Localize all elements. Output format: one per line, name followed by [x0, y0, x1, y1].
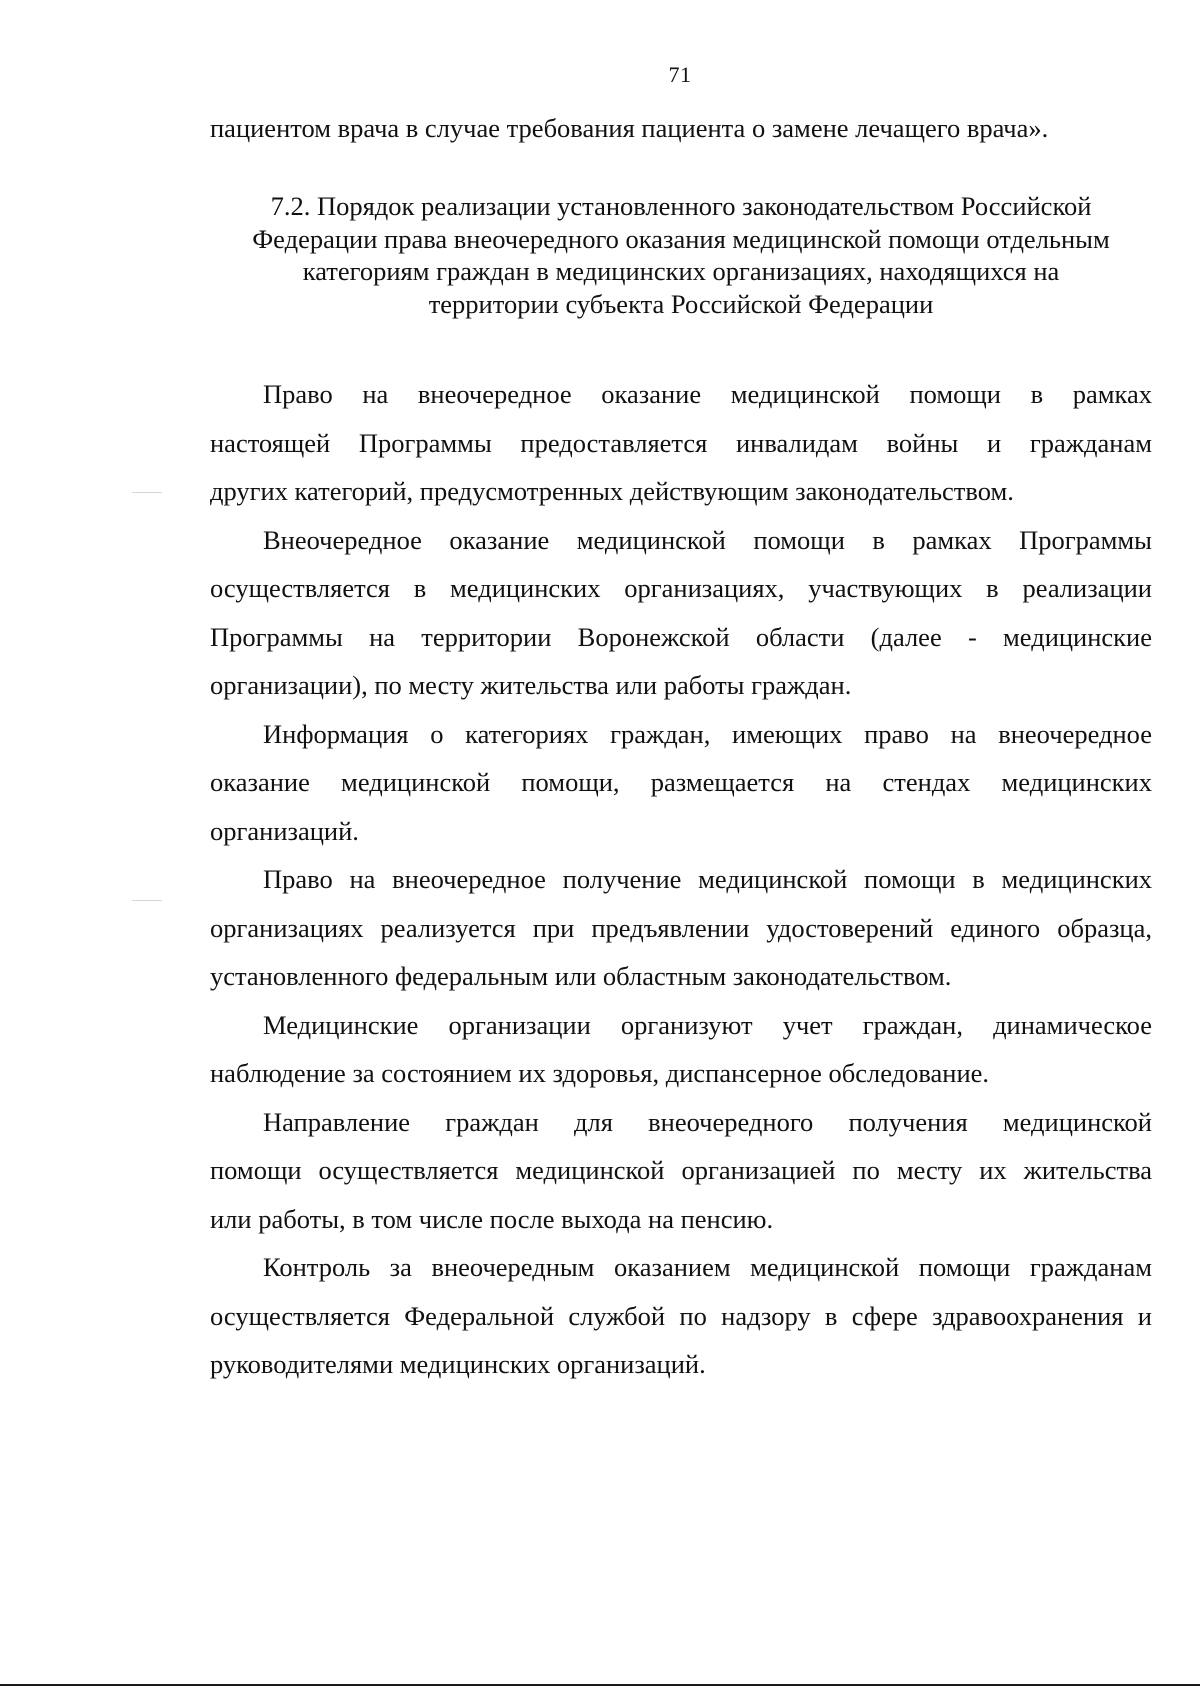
scan-bottom-edge — [0, 1684, 1200, 1686]
paragraph-line: Программы на территории Воронежской области (далее - медицинские — [210, 621, 1152, 652]
section-heading-line: территории субъекта Российской Федерации — [428, 288, 934, 319]
scan-margin-mark — [132, 492, 162, 493]
page-number: 71 — [668, 62, 692, 87]
paragraph — [210, 1001, 1152, 1098]
paragraph-line: Право на внеочередное получение медицинской помощи в медицинских — [263, 864, 1152, 894]
paragraph-line: осуществляется Федеральной службой по надзору в сфере здравоохранения и — [210, 1300, 1152, 1331]
paragraph-line: или работы, в том числе после выхода на пенсию. — [210, 1203, 774, 1234]
section-heading-line: 7.2. Порядок реализации установленного законодательством Российской — [270, 191, 1092, 221]
paragraph-line: осуществляется в медицинских организациях, участвующих в реализации — [210, 573, 1152, 603]
paragraph — [210, 1243, 1152, 1389]
paragraph-line: организации), по месту жительства или работы граждан. — [210, 670, 852, 700]
paragraph-line: Информация о категориях граждан, имеющих право на внеочередное — [263, 718, 1152, 749]
section-heading — [200, 190, 1162, 320]
paragraph-line: организаций. — [210, 815, 359, 846]
paragraph-line: установленного федеральным или областным законодательством. — [210, 961, 952, 991]
section-heading-line: категориям граждан в медицинских организациях, находящихся на — [302, 256, 1060, 286]
paragraph-line: Контроль за внеочередным оказанием медицинской помощи гражданам — [263, 1252, 1152, 1282]
paragraph-line: Направление граждан для внеочередного получения медицинской — [263, 1106, 1152, 1137]
paragraph-line: руководителями медицинских организаций. — [210, 1349, 706, 1379]
section-heading-line: Федерации права внеочередного оказания медицинской помощи отдельным — [252, 223, 1110, 254]
paragraph-line: Медицинские организации организуют учет граждан, динамическое — [263, 1009, 1152, 1040]
paragraph — [210, 516, 1152, 710]
body-text — [210, 370, 1152, 1389]
paragraph-line: других категорий, предусмотренных действующим законодательством. — [210, 476, 1014, 506]
carryover-text: пациентом врача в случае требования пациента о замене лечащего врача». — [210, 113, 1049, 143]
paragraph-line: оказание медицинской помощи, размещается на стендах медицинских — [210, 767, 1152, 797]
paragraph — [210, 855, 1152, 1001]
paragraph-line: наблюдение за состоянием их здоровья, диспансерное обследование. — [210, 1058, 990, 1088]
paragraph-line: настоящей Программы предоставляется инвалидам войны и гражданам — [210, 427, 1152, 458]
paragraph — [210, 1098, 1152, 1244]
paragraph-line: помощи осуществляется медицинской организацией по месту их жительства — [210, 1155, 1152, 1185]
paragraph — [210, 370, 1152, 516]
paragraph-line: Право на внеочередное оказание медицинской помощи в рамках — [263, 379, 1152, 409]
paragraph-line: Внеочередное оказание медицинской помощи в рамках Программы — [263, 524, 1152, 555]
paragraph-line: организациях реализуется при предъявлении удостоверений единого образца, — [210, 912, 1152, 943]
paragraph — [210, 710, 1152, 856]
scan-margin-mark — [132, 900, 162, 901]
